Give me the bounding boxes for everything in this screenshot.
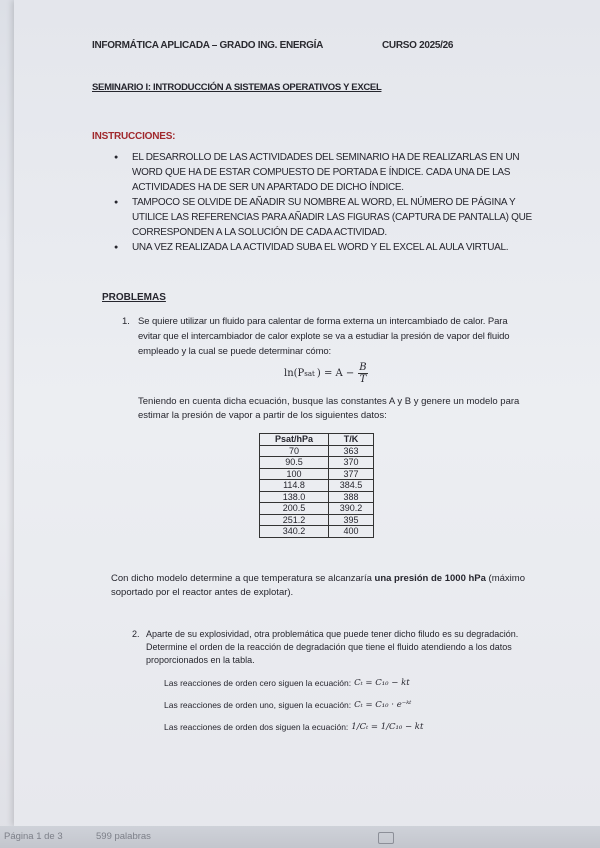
conclusion-text-end: (máximo soportado por el reactor antes de explotar). bbox=[111, 573, 525, 598]
status-bar bbox=[0, 826, 600, 848]
table-row bbox=[260, 468, 374, 480]
table-cell: 390.2 bbox=[329, 503, 374, 515]
table-cell: 100 bbox=[260, 468, 329, 480]
instruction-item: ● TAMPOCO SE OLVIDE DE AÑADIR SU NOMBRE AL WORD, EL NÚMERO DE PÁGINA Y UTILICE LAS REFERENCIAS PARA AÑADIR LAS FIGURAS (CAPTURA DE PANTALLA) QUE CORRESPONDEN A LA SOLUCIÓN DE CADA ACTIVIDAD. bbox=[114, 195, 534, 240]
formula-fraction bbox=[358, 362, 367, 385]
conclusion-text: Con dicho modelo determine a que temperatura se alcanzaría bbox=[111, 573, 375, 584]
subject-title: INFORMÁTICA APLICADA – GRADO ING. ENERGÍA bbox=[92, 40, 324, 51]
document-header bbox=[92, 40, 454, 51]
seminar-title: SEMINARIO I: INTRODUCCIÓN A SISTEMAS OPERATIVOS Y EXCEL bbox=[92, 82, 382, 93]
formula-subscript: sat bbox=[304, 369, 315, 378]
table-cell: 363 bbox=[329, 445, 374, 457]
table-cell: 384.5 bbox=[329, 480, 374, 492]
problem-2-intro bbox=[132, 628, 527, 667]
table-cell: 400 bbox=[329, 526, 374, 538]
problem-1-instruction: Teniendo en cuenta dicha ecuación, busque las constantes A y B y genere un modelo para estimar la presión de vapor a partir de los siguientes datos: bbox=[138, 396, 520, 421]
table-cell: 90.5 bbox=[260, 457, 329, 469]
column-header: Psat/hPa bbox=[260, 434, 329, 446]
formula-lhs: ln(P bbox=[284, 368, 305, 379]
order-zero-formula: Cₜ = C₁₀ − kt bbox=[354, 678, 410, 688]
table-header-row bbox=[260, 434, 374, 446]
table-cell: 138.0 bbox=[260, 491, 329, 503]
order-zero-equation bbox=[164, 678, 410, 688]
document-page bbox=[14, 0, 600, 826]
table-row bbox=[260, 514, 374, 526]
instructions-list bbox=[114, 150, 534, 255]
formula-mid: ) = A − bbox=[316, 368, 355, 379]
course-label: CURSO 2025/26 bbox=[382, 40, 454, 51]
table-row bbox=[260, 526, 374, 538]
table-cell: 395 bbox=[329, 514, 374, 526]
vapor-pressure-formula bbox=[284, 362, 368, 385]
order-two-text: Las reacciones de orden dos siguen la ecuación: bbox=[164, 722, 349, 732]
table-cell: 377 bbox=[329, 468, 374, 480]
problem-1-text: Se quiere utilizar un fluido para calentar de forma externa un intercambiado de calor. Para evitar que el intercambiador de calor explote se va a estudiar la presión de vapor del fluido empleado y la cual se puede determinar cómo: bbox=[138, 316, 510, 357]
table-cell: 251.2 bbox=[260, 514, 329, 526]
problems-title: PROBLEMAS bbox=[102, 292, 166, 303]
table-row bbox=[260, 457, 374, 469]
problem-1-conclusion bbox=[111, 572, 531, 600]
table-cell: 200.5 bbox=[260, 503, 329, 515]
order-two-equation bbox=[164, 722, 423, 732]
formula-numerator: B bbox=[359, 362, 367, 373]
page-counter[interactable]: Página 1 de 3 bbox=[4, 831, 63, 842]
order-two-formula: 1/Cₜ = 1/C₁₀ − kt bbox=[351, 722, 424, 732]
table-cell: 114.8 bbox=[260, 480, 329, 492]
conclusion-bold: una presión de 1000 hPa bbox=[374, 573, 486, 584]
problem-number: 1. bbox=[122, 316, 130, 327]
instruction-item: ● EL DESARROLLO DE LAS ACTIVIDADES DEL SEMINARIO HA DE REALIZARLAS EN UN WORD QUE HA DE ESTAR COMPUESTO DE PORTADA E ÍNDICE. CADA UNA DE LAS ACTIVIDADES HA DE SER UN APARTADO DE DICHO ÍNDICE. bbox=[114, 150, 534, 195]
order-zero-text: Las reacciones de orden cero siguen la ecuación: bbox=[164, 678, 352, 688]
instruction-item: ● UNA VEZ REALIZADA LA ACTIVIDAD SUBA EL WORD Y EL EXCEL AL AULA VIRTUAL. bbox=[114, 240, 534, 255]
word-count[interactable]: 599 palabras bbox=[96, 831, 151, 842]
table-cell: 370 bbox=[329, 457, 374, 469]
table-cell: 340.2 bbox=[260, 526, 329, 538]
table-cell: 70 bbox=[260, 445, 329, 457]
column-header: T/K bbox=[329, 434, 374, 446]
focus-mode-icon[interactable] bbox=[378, 832, 394, 844]
problem-2-text: Aparte de su explosividad, otra problemática que puede tener dicho filudo es su degradación. Determine el orden de la reacción de degradación que tiene el fluido atendiendo a los datos proporcionados en la tabla. bbox=[146, 629, 519, 665]
table-row bbox=[260, 445, 374, 457]
table-row bbox=[260, 503, 374, 515]
formula-denominator: T bbox=[359, 374, 367, 385]
order-one-text: Las reacciones de orden uno, siguen la ecuación: bbox=[164, 700, 352, 710]
table-row bbox=[260, 480, 374, 492]
table-cell: 388 bbox=[329, 491, 374, 503]
problem-1-intro bbox=[122, 314, 527, 359]
instructions-title: INSTRUCCIONES: bbox=[92, 131, 176, 142]
order-one-equation bbox=[164, 700, 411, 710]
order-one-formula: Cₜ = C₁₀ · e⁻ᵏᵗ bbox=[354, 700, 412, 710]
table-row bbox=[260, 491, 374, 503]
problem-number: 2. bbox=[132, 629, 140, 639]
vapor-pressure-table bbox=[259, 433, 374, 538]
